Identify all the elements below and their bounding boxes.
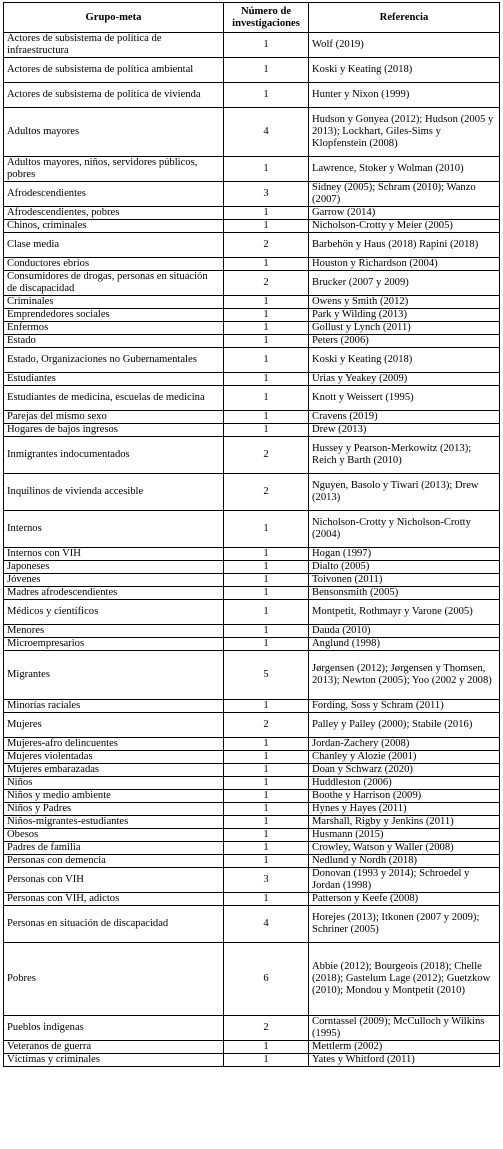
cell-grupo-meta: Estudiantes de medicina, escuelas de medicina <box>4 386 224 411</box>
cell-numero-investigaciones: 1 <box>224 751 309 764</box>
cell-referencia: Peters (2006) <box>309 335 500 348</box>
cell-numero-investigaciones: 1 <box>224 411 309 424</box>
table-row <box>4 738 500 751</box>
cell-referencia: Nedlund y Nordh (2018) <box>309 855 500 868</box>
cell-grupo-meta: Chinos, criminales <box>4 220 224 233</box>
cell-numero-investigaciones: 1 <box>224 1041 309 1054</box>
cell-referencia: Bensonsmith (2005) <box>309 587 500 600</box>
cell-grupo-meta: Personas con VIH <box>4 868 224 893</box>
table-row <box>4 411 500 424</box>
cell-referencia: Hynes y Hayes (2011) <box>309 803 500 816</box>
cell-grupo-meta: Veteranos de guerra <box>4 1041 224 1054</box>
table-row <box>4 233 500 258</box>
cell-numero-investigaciones: 3 <box>224 868 309 893</box>
cell-numero-investigaciones: 1 <box>224 600 309 625</box>
cell-numero-investigaciones: 1 <box>224 574 309 587</box>
table-header-row <box>4 3 500 33</box>
cell-grupo-meta: Inquilinos de vivienda accesible <box>4 474 224 511</box>
cell-numero-investigaciones: 1 <box>224 1054 309 1067</box>
table-row <box>4 587 500 600</box>
cell-grupo-meta: Padres de familia <box>4 842 224 855</box>
cell-grupo-meta: Madres afrodescendientes <box>4 587 224 600</box>
table-row <box>4 373 500 386</box>
cell-numero-investigaciones: 1 <box>224 348 309 373</box>
cell-referencia: Jørgensen (2012); Jørgensen y Thomsen, 2013); Newton (2005); Yoo (2002 y 2008) <box>309 651 500 700</box>
cell-numero-investigaciones: 1 <box>224 893 309 906</box>
cell-numero-investigaciones: 1 <box>224 790 309 803</box>
cell-grupo-meta: Adultos mayores <box>4 108 224 157</box>
cell-grupo-meta: Personas con VIH, adictos <box>4 893 224 906</box>
cell-referencia: Montpetit, Rothmayr y Varone (2005) <box>309 600 500 625</box>
table-row <box>4 651 500 700</box>
cell-numero-investigaciones: 6 <box>224 943 309 1016</box>
cell-referencia: Dauda (2010) <box>309 625 500 638</box>
cell-referencia: Corntassel (2009); McCulloch y Wilkins (1995) <box>309 1016 500 1041</box>
cell-numero-investigaciones: 2 <box>224 474 309 511</box>
cell-grupo-meta: Niños <box>4 777 224 790</box>
cell-referencia: Owens y Smith (2012) <box>309 296 500 309</box>
cell-numero-investigaciones: 1 <box>224 738 309 751</box>
cell-referencia: Lawrence, Stoker y Wolman (2010) <box>309 157 500 182</box>
cell-numero-investigaciones: 1 <box>224 842 309 855</box>
cell-grupo-meta: Mujeres-afro delincuentes <box>4 738 224 751</box>
cell-referencia: Palley y Palley (2000); Stabile (2016) <box>309 713 500 738</box>
cell-grupo-meta: Médicos y científicos <box>4 600 224 625</box>
cell-referencia: Boothe y Harrison (2009) <box>309 790 500 803</box>
table-row <box>4 906 500 943</box>
cell-grupo-meta: Japoneses <box>4 561 224 574</box>
cell-referencia: Horejes (2013); Itkonen (2007 y 2009); Schriner (2005) <box>309 906 500 943</box>
cell-grupo-meta: Jóvenes <box>4 574 224 587</box>
table-row <box>4 548 500 561</box>
cell-numero-investigaciones: 2 <box>224 271 309 296</box>
cell-referencia: Fording, Soss y Schram (2011) <box>309 700 500 713</box>
cell-referencia: Garrow (2014) <box>309 207 500 220</box>
cell-numero-investigaciones: 1 <box>224 700 309 713</box>
cell-grupo-meta: Hogares de bajos ingresos <box>4 424 224 437</box>
table-row <box>4 842 500 855</box>
cell-grupo-meta: Actores de subsistema de política de infraestructura <box>4 33 224 58</box>
cell-numero-investigaciones: 1 <box>224 764 309 777</box>
table-row <box>4 271 500 296</box>
cell-grupo-meta: Mujeres embarazadas <box>4 764 224 777</box>
cell-numero-investigaciones: 1 <box>224 638 309 651</box>
cell-numero-investigaciones: 1 <box>224 157 309 182</box>
table-row <box>4 437 500 474</box>
cell-referencia: Hunter y Nixon (1999) <box>309 83 500 108</box>
cell-referencia: Donovan (1993 y 2014); Schroedel y Jordan (1998) <box>309 868 500 893</box>
table-row <box>4 790 500 803</box>
cell-grupo-meta: Actores de subsistema de política de vivienda <box>4 83 224 108</box>
cell-referencia: Drew (2013) <box>309 424 500 437</box>
cell-referencia: Nicholson-Crotty y Meier (2005) <box>309 220 500 233</box>
table-row <box>4 348 500 373</box>
cell-numero-investigaciones: 1 <box>224 829 309 842</box>
cell-referencia: Hudson y Gonyea (2012); Hudson (2005 y 2013); Lockhart, Giles-Sims y Klopfenstein (2008) <box>309 108 500 157</box>
cell-referencia: Park y Wilding (2013) <box>309 309 500 322</box>
header-referencia: Referencia <box>309 3 500 33</box>
cell-grupo-meta: Niños y Padres <box>4 803 224 816</box>
table-row <box>4 803 500 816</box>
header-numero-investigaciones: Número de investigaciones <box>224 3 309 33</box>
cell-numero-investigaciones: 1 <box>224 424 309 437</box>
cell-referencia: Barbehön y Haus (2018) Rapini (2018) <box>309 233 500 258</box>
cell-referencia: Nguyen, Basolo y Tiwari (2013); Drew (2013) <box>309 474 500 511</box>
cell-referencia: Hussey y Pearson-Merkowitz (2013); Reich y Barth (2010) <box>309 437 500 474</box>
table-row <box>4 943 500 1016</box>
table-row <box>4 713 500 738</box>
table-row <box>4 207 500 220</box>
table-row <box>4 600 500 625</box>
cell-numero-investigaciones: 1 <box>224 220 309 233</box>
table-row <box>4 309 500 322</box>
table-row <box>4 322 500 335</box>
target-groups-table <box>3 2 500 1067</box>
cell-grupo-meta: Adultos mayores, niños, servidores públicos, pobres <box>4 157 224 182</box>
cell-numero-investigaciones: 4 <box>224 906 309 943</box>
cell-numero-investigaciones: 1 <box>224 322 309 335</box>
cell-numero-investigaciones: 1 <box>224 309 309 322</box>
cell-referencia: Huddleston (2006) <box>309 777 500 790</box>
table-row <box>4 335 500 348</box>
table-row <box>4 1041 500 1054</box>
cell-referencia: Patterson y Keefe (2008) <box>309 893 500 906</box>
cell-numero-investigaciones: 1 <box>224 548 309 561</box>
cell-grupo-meta: Víctimas y criminales <box>4 1054 224 1067</box>
cell-numero-investigaciones: 1 <box>224 386 309 411</box>
table-row <box>4 751 500 764</box>
cell-grupo-meta: Estado <box>4 335 224 348</box>
cell-grupo-meta: Personas en situación de discapacidad <box>4 906 224 943</box>
cell-grupo-meta: Clase media <box>4 233 224 258</box>
cell-numero-investigaciones: 1 <box>224 58 309 83</box>
table-row <box>4 83 500 108</box>
cell-grupo-meta: Emprendedores sociales <box>4 309 224 322</box>
cell-referencia: Crowley, Watson y Waller (2008) <box>309 842 500 855</box>
cell-numero-investigaciones: 1 <box>224 335 309 348</box>
table-row <box>4 182 500 207</box>
cell-referencia: Koski y Keating (2018) <box>309 348 500 373</box>
cell-grupo-meta: Mujeres <box>4 713 224 738</box>
table-row <box>4 296 500 309</box>
cell-numero-investigaciones: 1 <box>224 207 309 220</box>
cell-numero-investigaciones: 1 <box>224 296 309 309</box>
cell-grupo-meta: Mujeres violentadas <box>4 751 224 764</box>
cell-grupo-meta: Minorías raciales <box>4 700 224 713</box>
cell-grupo-meta: Parejas del mismo sexo <box>4 411 224 424</box>
cell-referencia: Jordan-Zachery (2008) <box>309 738 500 751</box>
cell-numero-investigaciones: 2 <box>224 233 309 258</box>
table-row <box>4 1016 500 1041</box>
cell-grupo-meta: Obesos <box>4 829 224 842</box>
table-row <box>4 855 500 868</box>
cell-referencia: Hogan (1997) <box>309 548 500 561</box>
cell-grupo-meta: Personas con demencia <box>4 855 224 868</box>
cell-numero-investigaciones: 1 <box>224 855 309 868</box>
table-body <box>4 33 500 1067</box>
cell-grupo-meta: Afrodescendientes <box>4 182 224 207</box>
cell-numero-investigaciones: 2 <box>224 713 309 738</box>
cell-referencia: Doan y Schwarz (2020) <box>309 764 500 777</box>
cell-numero-investigaciones: 1 <box>224 511 309 548</box>
table-row <box>4 893 500 906</box>
cell-referencia: Chanley y Alozie (2001) <box>309 751 500 764</box>
cell-grupo-meta: Consumidores de drogas, personas en situación de discapacidad <box>4 271 224 296</box>
cell-grupo-meta: Pobres <box>4 943 224 1016</box>
table-row <box>4 638 500 651</box>
cell-grupo-meta: Estudiantes <box>4 373 224 386</box>
cell-numero-investigaciones: 1 <box>224 625 309 638</box>
cell-grupo-meta: Niños y medio ambiente <box>4 790 224 803</box>
cell-referencia: Toivonen (2011) <box>309 574 500 587</box>
cell-referencia: Gollust y Lynch (2011) <box>309 322 500 335</box>
table-row <box>4 474 500 511</box>
cell-numero-investigaciones: 1 <box>224 816 309 829</box>
cell-numero-investigaciones: 1 <box>224 561 309 574</box>
cell-referencia: Sidney (2005); Schram (2010); Wanzo (2007) <box>309 182 500 207</box>
cell-referencia: Urias y Yeakey (2009) <box>309 373 500 386</box>
cell-grupo-meta: Pueblos indígenas <box>4 1016 224 1041</box>
table-row <box>4 386 500 411</box>
cell-numero-investigaciones: 1 <box>224 373 309 386</box>
cell-grupo-meta: Enfermos <box>4 322 224 335</box>
cell-grupo-meta: Menores <box>4 625 224 638</box>
cell-referencia: Dialto (2005) <box>309 561 500 574</box>
header-grupo-meta: Grupo-meta <box>4 3 224 33</box>
cell-grupo-meta: Niños-migrantes-estudiantes <box>4 816 224 829</box>
table-row <box>4 700 500 713</box>
cell-numero-investigaciones: 1 <box>224 803 309 816</box>
cell-grupo-meta: Criminales <box>4 296 224 309</box>
cell-referencia: Cravens (2019) <box>309 411 500 424</box>
cell-grupo-meta: Internos <box>4 511 224 548</box>
cell-numero-investigaciones: 1 <box>224 33 309 58</box>
cell-referencia: Houston y Richardson (2004) <box>309 258 500 271</box>
cell-referencia: Marshall, Rigby y Jenkins (2011) <box>309 816 500 829</box>
cell-numero-investigaciones: 1 <box>224 258 309 271</box>
table-row <box>4 1054 500 1067</box>
cell-grupo-meta: Actores de subsistema de política ambiental <box>4 58 224 83</box>
cell-referencia: Wolf (2019) <box>309 33 500 58</box>
cell-numero-investigaciones: 1 <box>224 587 309 600</box>
table-row <box>4 561 500 574</box>
cell-referencia: Nicholson-Crotty y Nicholson-Crotty (2004) <box>309 511 500 548</box>
cell-numero-investigaciones: 4 <box>224 108 309 157</box>
cell-referencia: Brucker (2007 y 2009) <box>309 271 500 296</box>
cell-grupo-meta: Afrodescendientes, pobres <box>4 207 224 220</box>
cell-grupo-meta: Conductores ebrios <box>4 258 224 271</box>
table-row <box>4 868 500 893</box>
cell-referencia: Husmann (2015) <box>309 829 500 842</box>
table-row <box>4 424 500 437</box>
cell-referencia: Mettlerm (2002) <box>309 1041 500 1054</box>
cell-numero-investigaciones: 2 <box>224 437 309 474</box>
table-row <box>4 625 500 638</box>
cell-grupo-meta: Migrantes <box>4 651 224 700</box>
table-row <box>4 511 500 548</box>
table-row <box>4 816 500 829</box>
table-row <box>4 108 500 157</box>
cell-grupo-meta: Inmigrantes indocumentados <box>4 437 224 474</box>
table-row <box>4 258 500 271</box>
cell-numero-investigaciones: 1 <box>224 777 309 790</box>
cell-referencia: Koski y Keating (2018) <box>309 58 500 83</box>
cell-numero-investigaciones: 5 <box>224 651 309 700</box>
cell-grupo-meta: Estado, Organizaciones no Gubernamentales <box>4 348 224 373</box>
table-row <box>4 777 500 790</box>
table-row <box>4 574 500 587</box>
table-row <box>4 220 500 233</box>
table-row <box>4 829 500 842</box>
table-row <box>4 764 500 777</box>
table-row <box>4 58 500 83</box>
cell-grupo-meta: Internos con VIH <box>4 548 224 561</box>
cell-grupo-meta: Microempresarios <box>4 638 224 651</box>
cell-numero-investigaciones: 1 <box>224 83 309 108</box>
cell-referencia: Abbie (2012); Bourgeois (2018); Chelle (2018); Gastelum Lage (2012); Guetzkow (2010); Mondou y Montpetit (2010) <box>309 943 500 1016</box>
cell-referencia: Yates y Whitford (2011) <box>309 1054 500 1067</box>
cell-referencia: Anglund (1998) <box>309 638 500 651</box>
cell-referencia: Knott y Weissert (1995) <box>309 386 500 411</box>
table-row <box>4 157 500 182</box>
table-row <box>4 33 500 58</box>
cell-numero-investigaciones: 3 <box>224 182 309 207</box>
cell-numero-investigaciones: 2 <box>224 1016 309 1041</box>
